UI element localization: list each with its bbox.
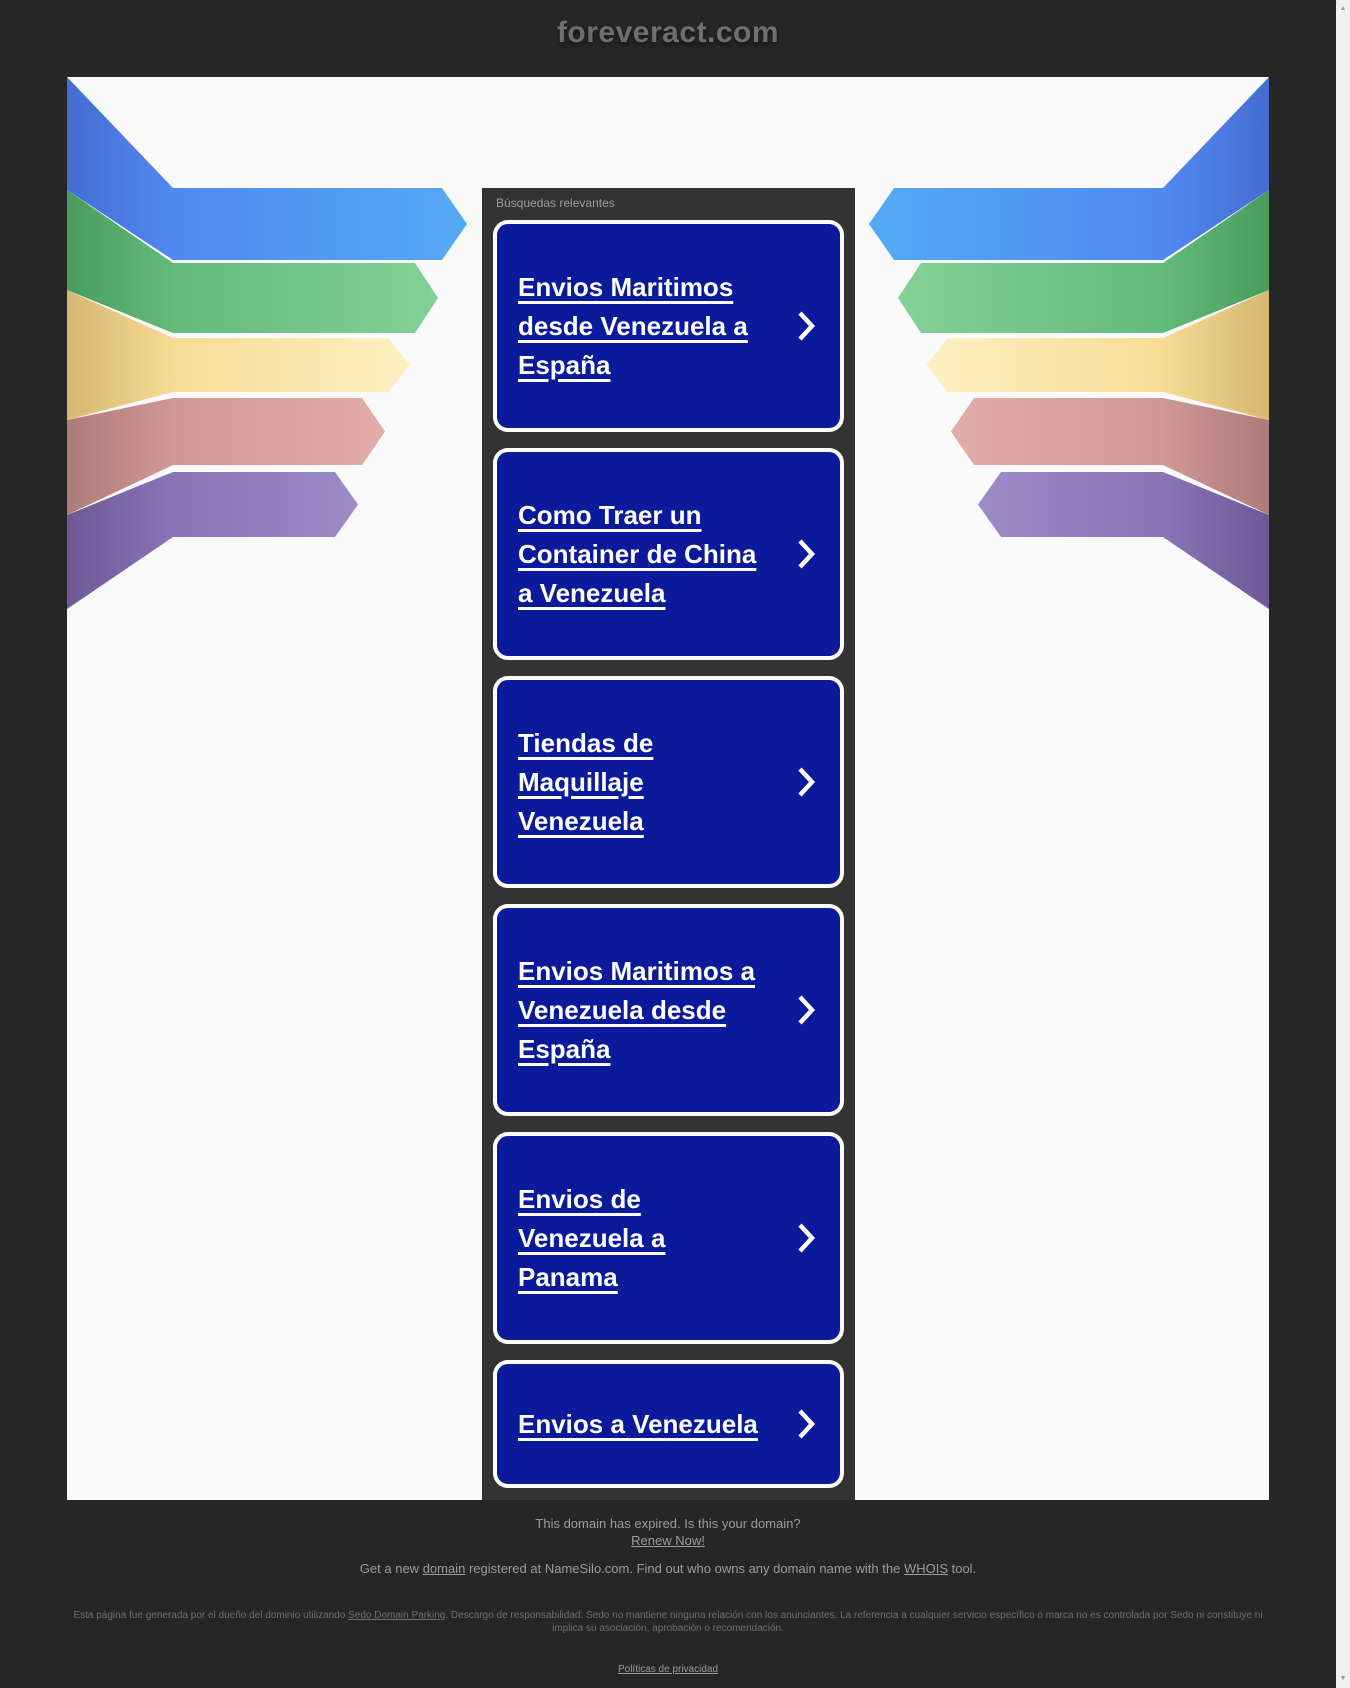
related-search-card-6[interactable] [493, 1360, 844, 1488]
privacy-policy-link[interactable]: Políticas de privacidad [617, 1664, 719, 1675]
related-search-link[interactable]: Envios Maritimos a Venezuela desde España [518, 955, 755, 1064]
related-searches-label: Búsquedas relevantes [496, 196, 615, 210]
related-search-link[interactable]: Envios a Venezuela [518, 1408, 758, 1439]
registrar-text-post: tool. [948, 1561, 977, 1576]
disclaimer-text-post: . Descargo de responsabilidad: Sedo no mantiene ninguna relación con los anunciantes. La referencia a cualquier servicio específico o marca no es controlada por Sedo ni constituye ni implica su asociación, aprobación o recomendación. [445, 1610, 1263, 1634]
chevron-right-icon [796, 765, 816, 799]
related-search-card-3[interactable] [493, 676, 844, 888]
related-search-card-4[interactable] [493, 904, 844, 1116]
related-search-card-5[interactable] [493, 1132, 844, 1344]
registrar-line [0, 1561, 1336, 1576]
related-search-link[interactable]: Como Traer un Container de China a Venezuela [518, 499, 757, 608]
domain-expired-notice: This domain has expired. Is this your domain? [535, 1516, 801, 1531]
chevron-right-icon [796, 1407, 816, 1441]
related-search-link[interactable]: Tiendas de Maquillaje Venezuela [518, 727, 654, 836]
chevron-right-icon [796, 1221, 816, 1255]
scrollbar[interactable] [1336, 0, 1350, 1688]
registrar-text-pre: Get a new [359, 1561, 423, 1576]
whois-link[interactable]: WHOIS [903, 1561, 948, 1576]
rainbow-arrows-left-decoration [67, 77, 477, 617]
sedo-domain-parking-link[interactable]: Sedo Domain Parking [348, 1610, 446, 1621]
related-search-link[interactable]: Envios Maritimos desde Venezuela a España [518, 271, 748, 380]
renew-now-link[interactable]: Renew Now! [631, 1533, 705, 1548]
scroll-up-arrow-icon[interactable]: ▲ [1339, 5, 1347, 12]
chevron-right-icon [796, 993, 816, 1027]
related-search-card-1[interactable] [493, 220, 844, 432]
sedo-disclaimer [73, 1609, 1263, 1635]
footer [0, 1500, 1336, 1675]
related-search-link[interactable]: Envios de Venezuela a Panama [518, 1183, 666, 1292]
chevron-right-icon [796, 309, 816, 343]
related-search-card-2[interactable] [493, 448, 844, 660]
scroll-down-arrow-icon[interactable]: ▼ [1339, 1675, 1347, 1682]
related-searches-panel [482, 188, 855, 1500]
content-area [67, 77, 1269, 1500]
disclaimer-text-pre: Esta página fue generada por el dueño del dominio utilizando [73, 1610, 349, 1621]
chevron-right-icon [796, 537, 816, 571]
page-title: foreveract.com [556, 16, 780, 49]
rainbow-arrows-right-decoration [859, 77, 1269, 617]
registrar-text-mid: registered at NameSilo.com. Find out who owns any domain name with the [465, 1561, 904, 1576]
domain-link[interactable]: domain [422, 1561, 466, 1576]
